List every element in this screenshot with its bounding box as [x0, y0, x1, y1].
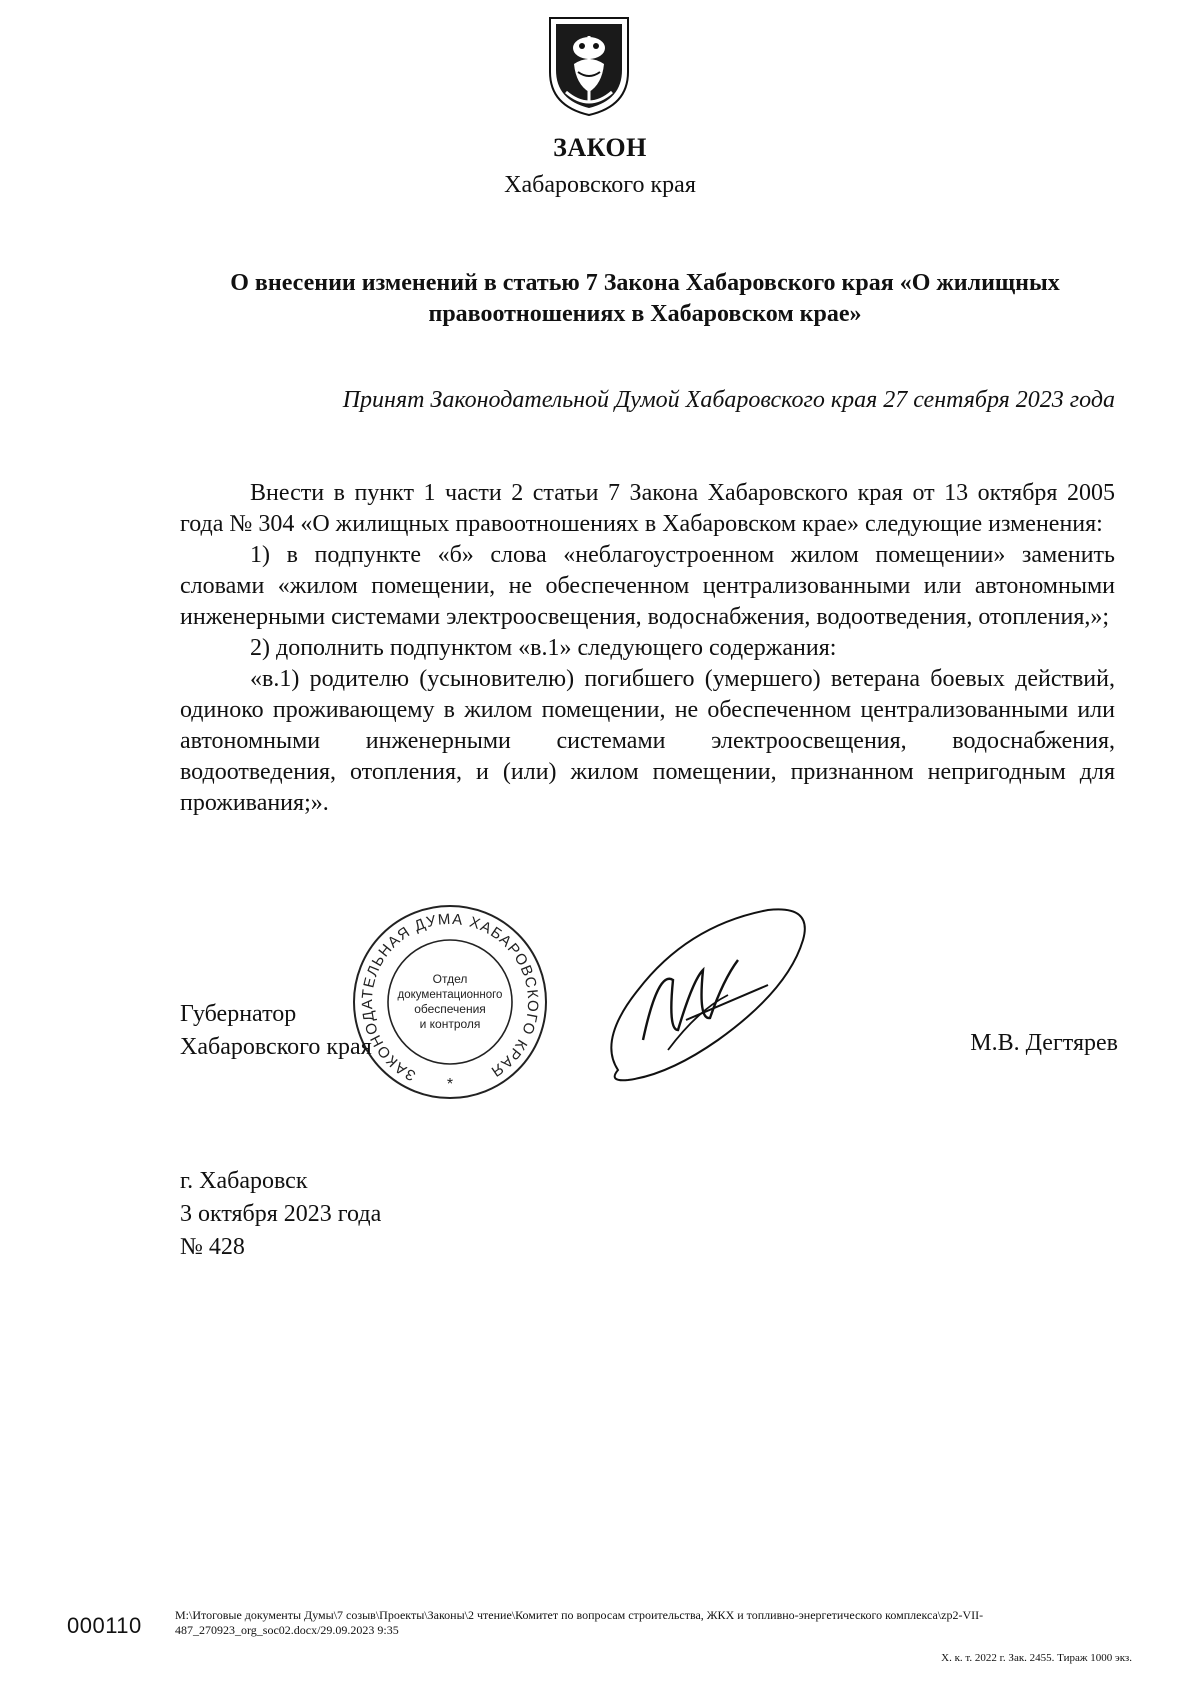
adoption-note: Принят Законодательной Думой Хабаровского края 27 сентября 2023 года — [342, 387, 1115, 413]
stamp-center-line4: и контроля — [419, 1017, 481, 1031]
city: г. Хабаровск — [180, 1168, 308, 1194]
place-and-date — [180, 1165, 381, 1264]
footer-code: 000110 — [67, 1613, 142, 1638]
signatory-position-line2: Хабаровского края — [180, 1034, 372, 1060]
footer-file-path: M:\Итоговые документы Думы\7 созыв\Проекты\Законы\2 чтение\Комитет по вопросам строительства, ЖКХ и топливно-энергетического комплекса\zp2-VII-487_270923_org_soc02.docx/29.09.2023 9:35 — [175, 1608, 984, 1637]
law-body — [180, 478, 1115, 819]
paragraph-quote: «в.1) родителю (усыновителю) погибшего (умершего) ветерана боевых действий, одиноко проживающему в жилом помещении, не обеспеченном централизованными или автономными инженерными системами электроосвещения, водоснабжения, водоотведения, отопления, и (или) жилом помещении, признанном непригодным для проживания;». — [180, 666, 1115, 816]
paragraph-item-1: 1) в подпункте «б» слова «неблагоустроенном жилом помещении» заменить словами «жилом помещении, не обеспеченном централизованными или автономными инженерными системами электроосвещения, водоснабжения, водоотведения, отопления,»; — [180, 542, 1115, 630]
document-subtitle: Хабаровского края — [504, 172, 696, 198]
signatory-name: М.В. Дегтярев — [970, 1030, 1118, 1056]
document-title: ЗАКОН — [553, 133, 647, 162]
signing-date: 3 октября 2023 года — [180, 1201, 382, 1227]
signatory-position — [180, 998, 372, 1064]
stamp-star: * — [446, 1076, 454, 1093]
stamp-center-line3: обеспечения — [414, 1002, 486, 1016]
law-name: О внесении изменений в статью 7 Закона Хабаровского края «О жилищных правоотношениях в Хабаровском крае» — [230, 270, 1060, 327]
stamp-center-line2: документационного — [397, 989, 503, 1001]
stamp-center-line1: Отдел — [432, 972, 468, 986]
coat-of-arms-icon — [544, 14, 634, 118]
footer-print-info: Х. к. т. 2022 г. Зак. 2455. Тираж 1000 экз. — [941, 1652, 1132, 1664]
stamp-icon — [350, 902, 550, 1107]
signature-icon — [598, 900, 818, 1090]
paragraph-item-2: 2) дополнить подпунктом «в.1» следующего содержания: — [250, 635, 837, 661]
paragraph-intro: Внести в пункт 1 части 2 статьи 7 Закона Хабаровского края от 13 октября 2005 года № 304 «О жилищных правоотношениях в Хабаровском крае» следующие изменения: — [180, 480, 1115, 537]
signatory-position-line1: Губернатор — [180, 1001, 297, 1027]
stamp-ring-text: ЗАКОНОДАТЕЛЬНАЯ ДУМА ХАБАРОВСКОГО КРАЯ — [358, 910, 542, 1085]
law-number: № 428 — [180, 1234, 245, 1260]
